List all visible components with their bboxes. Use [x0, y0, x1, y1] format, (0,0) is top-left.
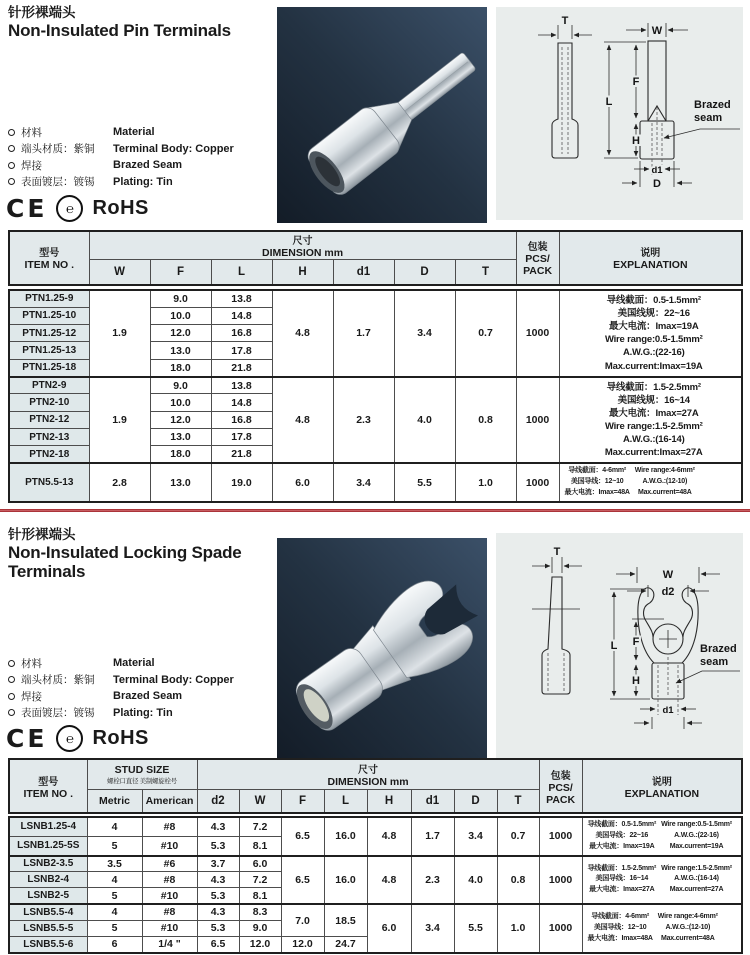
- dim-label-l: L: [605, 96, 613, 108]
- cell-d1: 2.3: [333, 377, 394, 464]
- brazed-seam-label-1: Brazed: [700, 643, 737, 655]
- bullet-icon: [8, 162, 15, 169]
- dim-label-t: T: [553, 546, 561, 558]
- cell-item: PTN1.25-18: [9, 359, 89, 376]
- section1-title-zh: 针形裸端头: [8, 5, 76, 20]
- spade-terminal-photo: [277, 538, 487, 760]
- e-mark-icon: [56, 725, 83, 752]
- cell-american: #10: [142, 836, 197, 855]
- cell-pack: 1000: [539, 817, 582, 856]
- cell-w: 2.8: [89, 463, 150, 502]
- bullet-icon: [8, 178, 15, 185]
- material-row: [8, 705, 268, 722]
- cell-explanation: 导线截面：4-6mm² 美国导线：12~10 最大电流：Imax=48A Wire range:4-6mm² A.W.G.:(12-10) Max.current=48A: [559, 463, 742, 502]
- col-header-t: T: [455, 260, 516, 285]
- pin-terminal-table: [8, 289, 743, 503]
- cell-d2: 6.5: [197, 936, 239, 952]
- cell-d1: 3.4: [411, 904, 454, 953]
- dim-label-h: H: [632, 675, 640, 687]
- material-en: Material: [113, 657, 155, 670]
- cell-d1: 1.7: [411, 817, 454, 856]
- cell-d: 3.4: [454, 817, 497, 856]
- col-header-metric: Metric: [87, 789, 142, 813]
- col-header-stud-size: STUD SIZE 螺栓口直径 美制螺旋栓号: [87, 759, 197, 789]
- cell-w: 8.1: [239, 888, 281, 904]
- material-zh: 焊接: [21, 690, 42, 703]
- cell-d: 4.0: [394, 377, 455, 464]
- cell-l: 18.5: [324, 904, 367, 936]
- cell-w: 1.9: [89, 290, 150, 377]
- pin-terminal-table-header: [8, 230, 743, 286]
- cell-item: LSNB1.25-5S: [9, 836, 87, 855]
- cell-l: 17.8: [211, 429, 272, 446]
- cell-d2: 4.3: [197, 817, 239, 836]
- dim-label-d: D: [653, 178, 661, 190]
- cell-w: 8.1: [239, 836, 281, 855]
- material-row: [8, 124, 268, 141]
- rohs-label: RoHS: [92, 197, 149, 219]
- cell-item: LSNB2-3.5: [9, 856, 87, 872]
- brazed-seam-label-2: seam: [700, 656, 729, 668]
- section1-title: [8, 5, 258, 40]
- cell-item: PTN1.25-10: [9, 307, 89, 324]
- col-header-item: 型号 ITEM NO .: [9, 759, 87, 813]
- cell-l: 16.0: [324, 856, 367, 905]
- cell-item: PTN2-18: [9, 446, 89, 463]
- cell-d2: 5.3: [197, 888, 239, 904]
- spade-terminal-table-header: [8, 758, 743, 814]
- col-header-explanation: 说明 EXPLANATION: [582, 759, 742, 813]
- cell-metric: 4: [87, 904, 142, 920]
- cell-item: PTN2-13: [9, 429, 89, 446]
- cell-f: 18.0: [150, 446, 211, 463]
- cell-t: 0.7: [497, 817, 539, 856]
- cell-t: 0.8: [497, 856, 539, 905]
- certification-row: [6, 724, 149, 753]
- cell-f: 13.0: [150, 342, 211, 359]
- cell-f: 12.0: [150, 411, 211, 428]
- dim-label-d1: d1: [651, 165, 663, 176]
- cell-t: 0.7: [455, 290, 516, 377]
- material-row: [8, 157, 268, 174]
- cell-pack: 1000: [516, 290, 559, 377]
- material-en: Brazed Seam: [113, 690, 183, 703]
- cell-w: 12.0: [239, 936, 281, 952]
- e-mark-glyph: ℮: [66, 201, 74, 217]
- cell-item: LSNB1.25-4: [9, 817, 87, 836]
- cell-american: #8: [142, 872, 197, 888]
- section2-title-zh: 针形裸端头: [8, 527, 76, 542]
- col-header-f: F: [281, 789, 324, 813]
- cell-explanation: 导线截面：1.5-2.5mm² 美国导线：16~14 最大电流：Imax=27A Wire range:1.5-2.5mm² A.W.G.:(16-14) Max.current=27A: [582, 856, 742, 905]
- cell-f: 18.0: [150, 359, 211, 376]
- material-zh: 表面镀层：镀锡: [21, 707, 95, 720]
- cell-l: 17.8: [211, 342, 272, 359]
- material-en: Terminal Body: Copper: [113, 673, 234, 686]
- cell-t: 0.8: [455, 377, 516, 464]
- col-header-d2: d2: [197, 789, 239, 813]
- cell-pack: 1000: [516, 463, 559, 502]
- cell-f: 10.0: [150, 394, 211, 411]
- cell-metric: 4: [87, 872, 142, 888]
- cell-item: PTN2-12: [9, 411, 89, 428]
- cell-l: 21.8: [211, 359, 272, 376]
- cell-h: 4.8: [367, 856, 411, 905]
- cell-d1: 2.3: [411, 856, 454, 905]
- cell-h: 4.8: [367, 817, 411, 856]
- table-row: [9, 463, 742, 502]
- cell-item: PTN1.25-13: [9, 342, 89, 359]
- cell-american: #10: [142, 920, 197, 936]
- cell-f: 9.0: [150, 290, 211, 307]
- pin-terminal-photo: [277, 7, 487, 223]
- bullet-icon: [8, 709, 15, 716]
- cell-d2: 5.3: [197, 836, 239, 855]
- ce-mark-icon: CE: [6, 724, 48, 753]
- col-header-d1: d1: [333, 260, 394, 285]
- section2-title-en: Non-Insulated Locking Spade Terminals: [8, 542, 242, 582]
- cell-f: 9.0: [150, 377, 211, 394]
- cell-f: 10.0: [150, 307, 211, 324]
- dim-label-h: H: [632, 135, 640, 147]
- cell-t: 1.0: [455, 463, 516, 502]
- cell-american: #8: [142, 904, 197, 920]
- material-zh: 材料: [21, 126, 42, 139]
- material-zh: 端头材质：紫铜: [21, 674, 95, 687]
- bullet-icon: [8, 145, 15, 152]
- cell-d2: 4.3: [197, 872, 239, 888]
- dim-label-l: L: [610, 640, 618, 652]
- cell-h: 6.0: [367, 904, 411, 953]
- material-zh: 表面镀层：镀锡: [21, 176, 95, 189]
- cell-f: 6.5: [281, 856, 324, 905]
- cell-explanation: 导线截面：0.5-1.5mm² 美国线规：22~16 最大电流：Imax=19A Wire range:0.5-1.5mm² A.W.G.:(22-16) Max.current:Imax=19A: [559, 290, 742, 377]
- section1-title-en: Non-Insulated Pin Terminals: [8, 20, 231, 40]
- cell-metric: 3.5: [87, 856, 142, 872]
- cell-w: 6.0: [239, 856, 281, 872]
- cell-f: 12.0: [150, 325, 211, 342]
- material-en: Terminal Body: Copper: [113, 142, 234, 155]
- col-header-h: H: [272, 260, 333, 285]
- col-header-d1: d1: [411, 789, 454, 813]
- cell-metric: 5: [87, 920, 142, 936]
- cell-l: 16.0: [324, 817, 367, 856]
- cell-american: #10: [142, 888, 197, 904]
- col-header-dimension: 尺寸 DIMENSION mm: [89, 231, 516, 260]
- cell-american: #8: [142, 817, 197, 836]
- cell-d2: 4.3: [197, 904, 239, 920]
- col-header-h: H: [367, 789, 411, 813]
- cell-item: PTN1.25-12: [9, 325, 89, 342]
- cell-explanation: 导线截面：4-6mm² 美国导线：12~10 最大电流：Imax=48A Wire range:4-6mm² A.W.G.:(12-10) Max.current=48A: [582, 904, 742, 953]
- pin-terminal-diagram-art: [496, 7, 743, 220]
- cell-l: 21.8: [211, 446, 272, 463]
- cell-explanation: 导线截面：0.5-1.5mm² 美国导线：22~16 最大电流：Imax=19A Wire range:0.5-1.5mm² A.W.G.:(22-16) Max.current=19A: [582, 817, 742, 856]
- cell-l: 16.8: [211, 411, 272, 428]
- cell-h: 6.0: [272, 463, 333, 502]
- cell-item: PTN2-9: [9, 377, 89, 394]
- col-header-t: T: [497, 789, 539, 813]
- table-row: [9, 904, 742, 920]
- cell-l: 13.8: [211, 290, 272, 307]
- cell-metric: 6: [87, 936, 142, 952]
- cell-l: 24.7: [324, 936, 367, 952]
- certification-row: [6, 194, 149, 223]
- cell-h: 4.8: [272, 377, 333, 464]
- cell-item: LSNB2-5: [9, 888, 87, 904]
- e-mark-icon: [56, 195, 83, 222]
- material-zh: 焊接: [21, 159, 42, 172]
- col-header-pack: 包装 PCS/ PACK: [539, 759, 582, 813]
- cell-d: 5.5: [454, 904, 497, 953]
- cell-item: PTN2-10: [9, 394, 89, 411]
- table-row: [9, 290, 742, 307]
- col-header-d: D: [454, 789, 497, 813]
- cell-pack: 1000: [516, 377, 559, 464]
- col-header-pack: 包装 PCS/ PACK: [516, 231, 559, 285]
- col-header-w: W: [239, 789, 281, 813]
- cell-f: 6.5: [281, 817, 324, 856]
- col-header-l: L: [324, 789, 367, 813]
- cell-d2: 5.3: [197, 920, 239, 936]
- pin-terminal-diagram: [496, 7, 743, 220]
- material-en: Material: [113, 126, 155, 139]
- cell-item: LSNB5.5-6: [9, 936, 87, 952]
- cell-w: 1.9: [89, 377, 150, 464]
- brazed-seam-label-1: Brazed: [694, 99, 731, 111]
- material-row: [8, 672, 268, 689]
- ce-mark-icon: CE: [6, 194, 48, 223]
- cell-l: 14.8: [211, 394, 272, 411]
- cell-d: 5.5: [394, 463, 455, 502]
- dim-label-d2: d2: [661, 586, 675, 598]
- cell-l: 13.8: [211, 377, 272, 394]
- cell-h: 4.8: [272, 290, 333, 377]
- cell-w: 9.0: [239, 920, 281, 936]
- dim-label-d1: d1: [662, 705, 674, 716]
- col-header-f: F: [150, 260, 211, 285]
- cell-item: PTN5.5-13: [9, 463, 89, 502]
- dim-label-f: F: [632, 76, 640, 88]
- spade-terminal-diagram: [496, 533, 743, 760]
- cell-d1: 3.4: [333, 463, 394, 502]
- cell-d: 4.0: [454, 856, 497, 905]
- spade-terminal-photo-art: [277, 538, 487, 760]
- cell-d1: 1.7: [333, 290, 394, 377]
- materials-list: [8, 124, 268, 190]
- cell-w: 7.2: [239, 872, 281, 888]
- cell-american: 1/4 ": [142, 936, 197, 952]
- bullet-icon: [8, 693, 15, 700]
- col-header-w: W: [89, 260, 150, 285]
- cell-t: 1.0: [497, 904, 539, 953]
- cell-explanation: 导线截面：1.5-2.5mm² 美国线规：16~14 最大电流：Imax=27A Wire range:1.5-2.5mm² A.W.G.:(16-14) Max.current:Imax=27A: [559, 377, 742, 464]
- cell-f: 7.0: [281, 904, 324, 936]
- col-header-explanation: 说明 EXPLANATION: [559, 231, 742, 285]
- dim-label-t: T: [561, 15, 569, 27]
- cell-pack: 1000: [539, 856, 582, 905]
- dim-label-w: W: [662, 569, 674, 581]
- col-header-american: American: [142, 789, 197, 813]
- material-row: [8, 688, 268, 705]
- cell-l: 14.8: [211, 307, 272, 324]
- cell-f: 12.0: [281, 936, 324, 952]
- material-zh: 材料: [21, 657, 42, 670]
- cell-l: 19.0: [211, 463, 272, 502]
- material-row: [8, 141, 268, 158]
- table-row: [9, 817, 742, 836]
- material-en: Plating: Tin: [113, 706, 173, 719]
- cell-item: LSNB2-4: [9, 872, 87, 888]
- material-zh: 端头材质：紫铜: [21, 143, 95, 156]
- col-header-d: D: [394, 260, 455, 285]
- cell-d: 3.4: [394, 290, 455, 377]
- materials-list: [8, 655, 268, 721]
- cell-l: 16.8: [211, 325, 272, 342]
- bullet-icon: [8, 129, 15, 136]
- brazed-seam-label-2: seam: [694, 112, 723, 124]
- cell-metric: 4: [87, 817, 142, 836]
- cell-pack: 1000: [539, 904, 582, 953]
- material-row: [8, 655, 268, 672]
- section-divider: [0, 509, 750, 512]
- cell-metric: 5: [87, 836, 142, 855]
- cell-item: PTN1.25-9: [9, 290, 89, 307]
- cell-f: 13.0: [150, 463, 211, 502]
- bullet-icon: [8, 676, 15, 683]
- spade-terminal-diagram-art: [496, 533, 743, 760]
- cell-american: #6: [142, 856, 197, 872]
- dim-label-f: F: [632, 636, 640, 648]
- cell-w: 7.2: [239, 817, 281, 836]
- material-en: Plating: Tin: [113, 175, 173, 188]
- spade-terminal-table: [8, 816, 743, 954]
- col-header-item: 型号 ITEM NO .: [9, 231, 89, 285]
- cell-item: LSNB5.5-4: [9, 904, 87, 920]
- cell-item: LSNB5.5-5: [9, 920, 87, 936]
- cell-d2: 3.7: [197, 856, 239, 872]
- col-header-dimension: 尺寸 DIMENSION mm: [197, 759, 539, 789]
- e-mark-glyph: ℮: [66, 731, 74, 747]
- rohs-label: RoHS: [92, 727, 149, 749]
- material-row: [8, 174, 268, 191]
- dim-label-w: W: [651, 25, 663, 37]
- pin-terminal-photo-art: [277, 7, 487, 223]
- table-row: [9, 856, 742, 872]
- cell-w: 8.3: [239, 904, 281, 920]
- table-row: [9, 377, 742, 394]
- col-header-l: L: [211, 260, 272, 285]
- section2-title: [8, 527, 248, 582]
- cell-f: 13.0: [150, 429, 211, 446]
- cell-metric: 5: [87, 888, 142, 904]
- bullet-icon: [8, 660, 15, 667]
- material-en: Brazed Seam: [113, 159, 183, 172]
